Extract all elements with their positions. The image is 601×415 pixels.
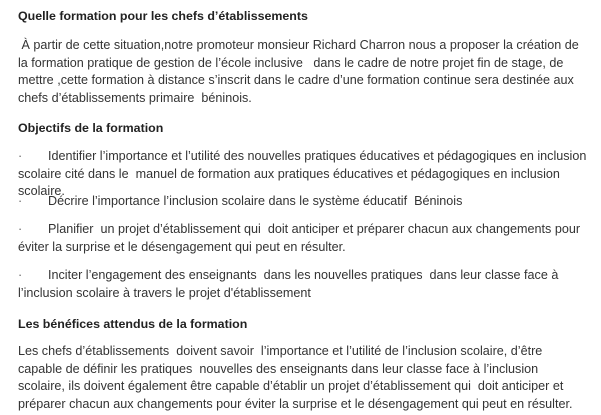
- bullet-icon: ·: [18, 149, 23, 163]
- paragraph-benefices: Les chefs d’établissements doivent savoir l’importance et l’utilité de l’inclusion scolaire, d’être capable de définir les pratiques nouvelles des enseignants dans leur classe face à l’inclusion scolaire, ils doivent également être capable d’établir un projet d’établissement qui doit anticiper et préparer chacun aux changements pour éviter la surprise et le désengagement qui peut en résulter.: [18, 344, 573, 411]
- bullet-icon: ·: [18, 222, 23, 236]
- heading-formation: Quelle formation pour les chefs d’établissements: [18, 9, 308, 23]
- objective-item-4: [18, 267, 587, 302]
- heading-objectifs: Objectifs de la formation: [18, 121, 164, 135]
- objective-item-3: [18, 221, 587, 256]
- objective-text-2: Décrire l’importance l’inclusion scolaire dans le système éducatif Béninois: [48, 194, 463, 208]
- objective-text-1: Identifier l’importance et l’utilité des nouvelles pratiques éducatives et pédagogiques en inclusion scolaire cité dans le manuel de formation aux pratiques éducatives et pédagogiques en inclusion scolaire.: [18, 149, 590, 198]
- objective-item-2: [18, 193, 587, 211]
- paragraph-situation: À partir de cette situation,notre promoteur monsieur Richard Charron nous a proposer la création de la formation pratique de gestion de l’école inclusive dans le cadre de notre projet fin de stage, de mettre ,cette formation à distance s’inscrit dans le cadre d’une formation continue sera destinée aux chefs d’établissements primaire béninois.: [18, 38, 583, 105]
- heading-benefices: Les bénéfices attendus de la formation: [18, 317, 248, 331]
- objective-text-4: Inciter l’engagement des enseignants dans les nouvelles pratiques dans leur classe face à l’inclusion scolaire à travers le projet d'établissement: [18, 268, 562, 300]
- objective-text-3: Planifier un projet d’établissement qui doit anticiper et préparer chacun aux changements pour éviter la surprise et le désengagement qui peut en résulter.: [18, 222, 584, 254]
- bullet-icon: ·: [18, 268, 23, 282]
- bullet-icon: ·: [18, 194, 23, 208]
